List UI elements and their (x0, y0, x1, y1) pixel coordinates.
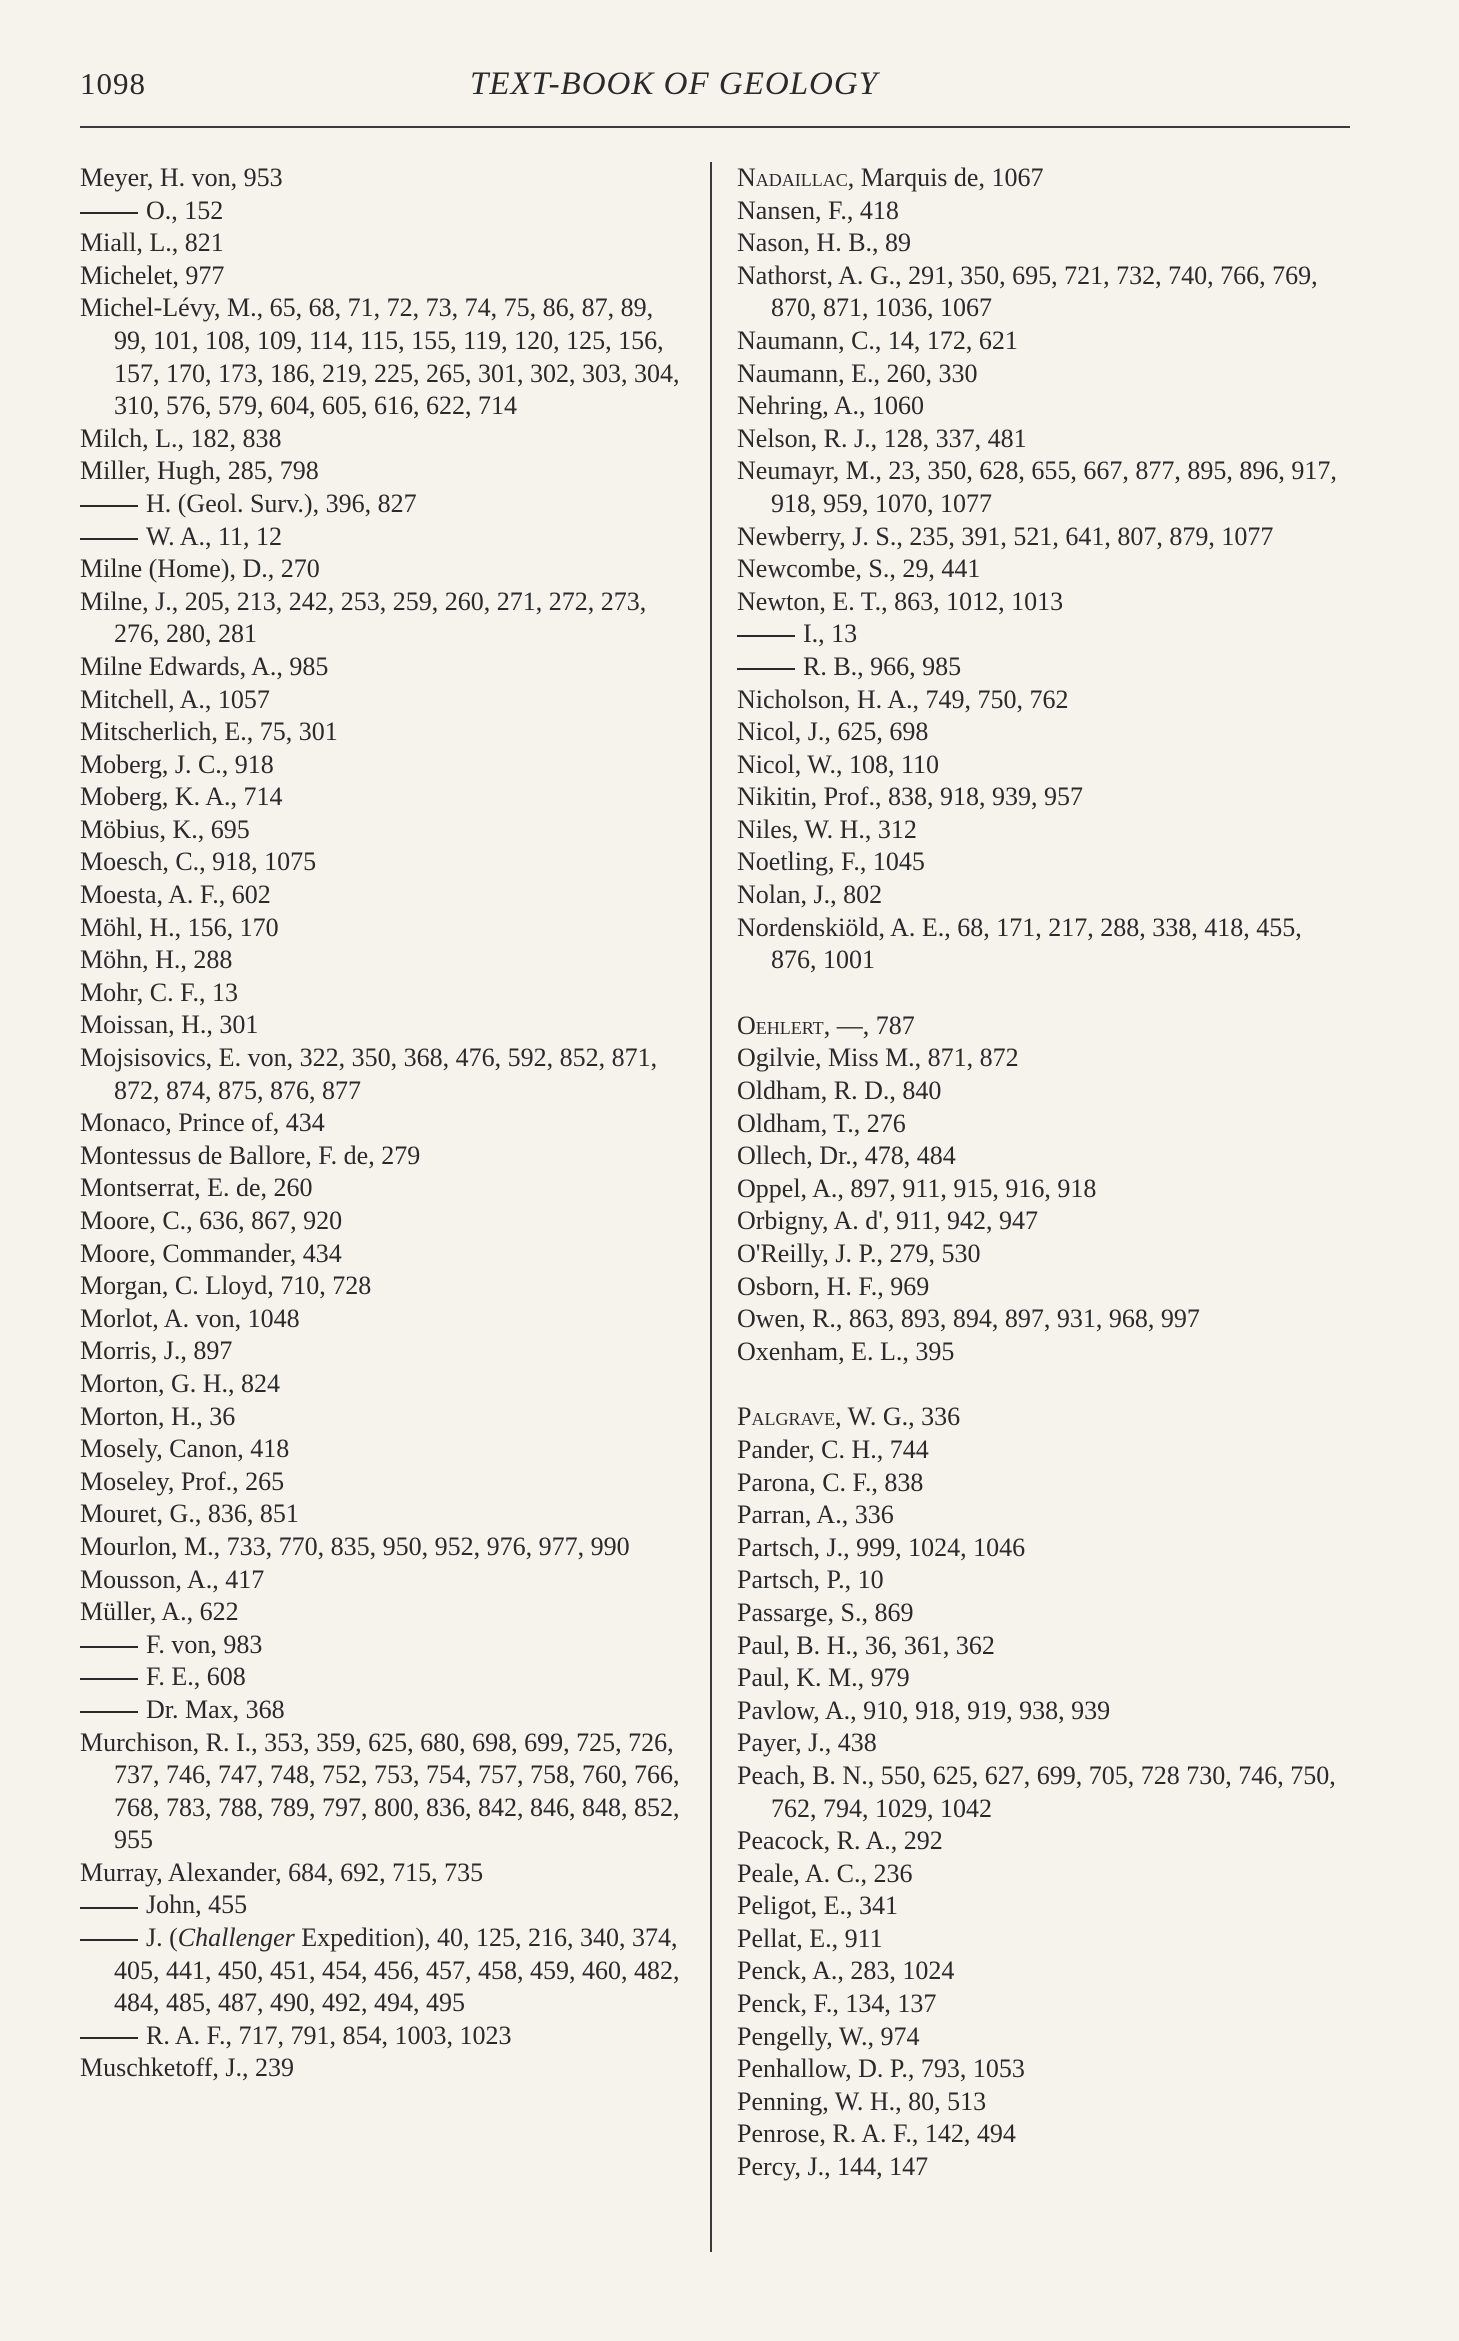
index-entry (737, 846, 1347, 879)
ditto-dash (80, 1711, 138, 1713)
index-entry (737, 1401, 1347, 1434)
index-entry (737, 1042, 1347, 1075)
index-entry (80, 977, 690, 1010)
entry-text: Oxenham, E. L., 395 (737, 1336, 955, 1366)
entry-text: Neumayr, M., 23, 350, 628, 655, 667, 877, 895, 896, 917, 918, 959, 1070, 1077 (737, 456, 1337, 518)
index-entry (80, 814, 690, 847)
entry-text: Oldham, R. D., 840 (737, 1076, 942, 1106)
entry-text: Parran, A., 336 (737, 1500, 894, 1530)
entry-text: Paul, B. H., 36, 361, 362 (737, 1630, 995, 1660)
index-entry (80, 1629, 690, 1662)
entry-text: Pavlow, A., 910, 918, 919, 938, 939 (737, 1695, 1111, 1725)
index-entry (737, 1564, 1347, 1597)
index-entry (80, 912, 690, 945)
index-entry (737, 618, 1347, 651)
index-entry (737, 1825, 1347, 1858)
entry-text: Passarge, S., 869 (737, 1597, 914, 1627)
ditto-dash (737, 668, 795, 670)
index-entry (737, 2021, 1347, 2054)
index-column-left (80, 162, 690, 2085)
entry-text: Naumann, C., 14, 172, 621 (737, 325, 1018, 355)
entry-text: Moissan, H., 301 (80, 1010, 259, 1040)
index-entry (80, 1042, 690, 1107)
index-entry (80, 292, 690, 422)
entry-text: Ogilvie, Miss M., 871, 872 (737, 1043, 1019, 1073)
entry-text: Moesta, A. F., 602 (80, 880, 271, 910)
index-entry (80, 651, 690, 684)
entry-text: Mourlon, M., 733, 770, 835, 950, 952, 976, 977, 990 (80, 1531, 630, 1561)
entry-text: Percy, J., 144, 147 (737, 2152, 929, 2182)
index-entry (737, 1630, 1347, 1663)
ditto-dash (80, 538, 138, 540)
index-entry (737, 521, 1347, 554)
entry-text: , Marquis de, 1067 (847, 163, 1044, 192)
entry-text: Monaco, Prince of, 434 (80, 1108, 325, 1138)
index-entry (80, 1107, 690, 1140)
entry-text: Peach, B. N., 550, 625, 627, 699, 705, 728 730, 746, 750, 762, 794, 1029, 1042 (737, 1760, 1336, 1823)
entry-text: Moore, C., 636, 867, 920 (80, 1206, 343, 1235)
entry-text: Mousson, A., 417 (80, 1564, 265, 1594)
ditto-dash (80, 1939, 138, 1941)
index-entry (80, 1433, 690, 1466)
index-entry (737, 325, 1347, 358)
index-entry (80, 423, 690, 456)
index-entry (737, 1336, 1347, 1369)
index-entry (80, 227, 690, 260)
index-entry (80, 1857, 690, 1890)
entry-lead-name: Oehlert (737, 1010, 824, 1040)
entry-text: Niles, W. H., 312 (737, 814, 917, 844)
entry-text: Oldham, T., 276 (737, 1108, 906, 1138)
index-entry (80, 162, 690, 195)
index-entry (80, 1335, 690, 1368)
index-entry (80, 716, 690, 749)
index-entry (80, 1531, 690, 1564)
index-entry (737, 1532, 1347, 1565)
entry-text: Michel-Lévy, M., 65, 68, 71, 72, 73, 74, 75, 86, 87, 89, 99, 101, 108, 109, 114, 115, 155, 119, 120, 125, 156, 157, 170, 173, 186, 219, 225, 265, 301, 302, 303, 304, 310, 576, 579, 604, 605, 616, 622, 714 (80, 293, 680, 421)
index-entry (80, 1466, 690, 1499)
index-entry (737, 1108, 1347, 1141)
index-entry (737, 1140, 1347, 1173)
entry-text: R. B., 966, 985 (803, 651, 962, 681)
entry-text: Newcombe, S., 29, 441 (737, 554, 981, 584)
entry-text: Nordenskiöld, A. E., 68, 171, 217, 288, 338, 418, 455, 876, 1001 (737, 912, 1302, 975)
entry-text: Montessus de Ballore, F. de, 279 (80, 1140, 421, 1170)
ditto-dash (80, 2037, 138, 2039)
entry-text: Muschketoff, J., 239 (80, 2053, 295, 2083)
entry-text: Payer, J., 438 (737, 1728, 877, 1758)
index-entry (80, 1727, 690, 1857)
ditto-dash (80, 1907, 138, 1909)
entry-lead-name: Nadaillac (737, 163, 848, 192)
index-entry (737, 1434, 1347, 1467)
entry-text: F. von, 983 (146, 1629, 263, 1659)
entry-text: Expedition), 40, 125, 216, 340, 374, 405, 441, 450, 451, 454, 456, 457, 458, 459, 460, 482, 484, 485, 487, 490, 492, 494, 495 (114, 1923, 680, 2018)
index-entry (80, 488, 690, 521)
entry-text: Murray, Alexander, 684, 692, 715, 735 (80, 1857, 484, 1887)
index-entry (80, 1368, 690, 1401)
entry-text: Milne, J., 205, 213, 242, 253, 259, 260, 271, 272, 273, 276, 280, 281 (80, 586, 647, 649)
index-entry (737, 1988, 1347, 2021)
entry-text: Owen, R., 863, 893, 894, 897, 931, 968, 997 (737, 1304, 1200, 1334)
entry-text: F. E., 608 (146, 1662, 246, 1692)
index-entry (737, 1271, 1347, 1304)
index-entry (737, 1727, 1347, 1760)
entry-text: W. A., 11, 12 (146, 521, 283, 551)
index-entry (80, 1889, 690, 1922)
entry-text: Peacock, R. A., 292 (737, 1826, 943, 1856)
index-entry (80, 944, 690, 977)
entry-text: Peligot, E., 341 (737, 1891, 899, 1921)
index-entry (737, 716, 1347, 749)
entry-text: Morgan, C. Lloyd, 710, 728 (80, 1271, 372, 1301)
entry-text: Nolan, J., 802 (737, 880, 883, 910)
ditto-dash (80, 1646, 138, 1648)
entry-text: Morton, H., 36 (80, 1401, 236, 1431)
index-entry (737, 1205, 1347, 1238)
index-entry (80, 1303, 690, 1336)
index-entry (737, 1662, 1347, 1695)
index-entry (737, 227, 1347, 260)
column-divider (710, 162, 712, 2252)
ditto-dash (80, 212, 138, 214)
index-entry (737, 1010, 1347, 1043)
index-entry (80, 749, 690, 782)
index-entry (737, 423, 1347, 456)
entry-text: Milch, L., 182, 838 (80, 423, 282, 453)
entry-text: Morton, G. H., 824 (80, 1368, 281, 1398)
section-gap (737, 977, 1347, 1010)
entry-text: Möhl, H., 156, 170 (80, 912, 279, 942)
entry-text: I., 13 (803, 619, 858, 649)
entry-text: Naumann, E., 260, 330 (737, 358, 978, 388)
entry-text: Murchison, R. I., 353, 359, 625, 680, 698, 699, 725, 726, 737, 746, 747, 748, 752, 753, 754, 757, 758, 760, 766, 768, 783, 788, 789, 797, 800, 836, 842, 846, 848, 852, 955 (80, 1727, 680, 1855)
index-entry (80, 553, 690, 586)
entry-text: Montserrat, E. de, 260 (80, 1173, 313, 1203)
entry-text: Pellat, E., 911 (737, 1923, 883, 1953)
entry-text: Nicholson, H. A., 749, 750, 762 (737, 684, 1069, 714)
entry-text: Pander, C. H., 744 (737, 1434, 929, 1464)
index-entry (80, 1922, 690, 2020)
index-entry (737, 1238, 1347, 1271)
index-entry (80, 684, 690, 717)
index-entry (80, 260, 690, 293)
index-entry (737, 814, 1347, 847)
entry-text: Partsch, P., 10 (737, 1565, 884, 1595)
index-entry (80, 195, 690, 228)
index-entry (737, 651, 1347, 684)
section-gap (737, 1368, 1347, 1401)
entry-text: Peale, A. C., 236 (737, 1858, 913, 1888)
ditto-dash (80, 1678, 138, 1680)
entry-text: Milne Edwards, A., 985 (80, 651, 329, 681)
index-entry (737, 879, 1347, 912)
ditto-dash (737, 635, 795, 637)
entry-text: Morlot, A. von, 1048 (80, 1303, 300, 1333)
index-entry (80, 1596, 690, 1629)
index-entry (737, 358, 1347, 391)
entry-text: R. A. F., 717, 791, 854, 1003, 1023 (146, 2020, 512, 2050)
entry-text: Meyer, H. von, 953 (80, 163, 283, 192)
entry-text: Noetling, F., 1045 (737, 847, 925, 877)
entry-text: Penning, W. H., 80, 513 (737, 2086, 987, 2116)
entry-text: Penck, A., 283, 1024 (737, 1956, 955, 1986)
entry-text: Moberg, K. A., 714 (80, 782, 283, 812)
entry-text: Nikitin, Prof., 838, 918, 939, 957 (737, 782, 1083, 812)
header-rule (80, 126, 1350, 128)
entry-text: Moseley, Prof., 265 (80, 1466, 285, 1496)
entry-italic: Challenger (177, 1923, 295, 1953)
entry-text: Nicol, J., 625, 698 (737, 717, 929, 747)
entry-text: Mohr, C. F., 13 (80, 977, 238, 1007)
entry-text: Mitscherlich, E., 75, 301 (80, 717, 338, 747)
entry-text: John, 455 (146, 1890, 248, 1920)
index-entry (80, 1661, 690, 1694)
index-entry (737, 162, 1347, 195)
index-entry (80, 521, 690, 554)
index-entry (737, 586, 1347, 619)
index-entry (737, 1695, 1347, 1728)
index-entry (737, 1499, 1347, 1532)
index-entry (80, 1205, 690, 1238)
entry-text: O., 152 (146, 195, 224, 225)
entry-prefix: J. ( (146, 1923, 178, 1953)
index-entry (80, 2020, 690, 2053)
index-entry (737, 1955, 1347, 1988)
index-entry (80, 1564, 690, 1597)
entry-text: Nicol, W., 108, 110 (737, 749, 939, 779)
index-entry (737, 749, 1347, 782)
index-entry (737, 912, 1347, 977)
entry-text: Partsch, J., 999, 1024, 1046 (737, 1532, 1026, 1562)
index-entry (737, 455, 1347, 520)
index-entry (80, 1498, 690, 1531)
index-entry (737, 2118, 1347, 2151)
index-entry (737, 390, 1347, 423)
entry-text: Miller, Hugh, 285, 798 (80, 456, 319, 486)
index-entry (737, 553, 1347, 586)
index-entry (80, 781, 690, 814)
entry-text: Moesch, C., 918, 1075 (80, 847, 317, 877)
index-entry (737, 1075, 1347, 1108)
entry-text: Miall, L., 821 (80, 228, 224, 258)
index-column-right (737, 162, 1347, 2184)
entry-text: Penhallow, D. P., 793, 1053 (737, 2054, 1025, 2084)
index-entry (80, 586, 690, 651)
entry-text: Morris, J., 897 (80, 1336, 233, 1366)
index-entry (737, 1760, 1347, 1825)
entry-text: O'Reilly, J. P., 279, 530 (737, 1239, 981, 1268)
index-entry (80, 1172, 690, 1205)
entry-text: Newton, E. T., 863, 1012, 1013 (737, 586, 1064, 616)
entry-text: Moore, Commander, 434 (80, 1238, 342, 1268)
entry-text: Möhn, H., 288 (80, 945, 233, 975)
index-entry (737, 684, 1347, 717)
entry-text: Nansen, F., 418 (737, 195, 899, 225)
entry-text: Milne (Home), D., 270 (80, 554, 320, 584)
index-entry (737, 2053, 1347, 2086)
ditto-dash (80, 505, 138, 507)
index-entry (80, 846, 690, 879)
index-entry (737, 195, 1347, 228)
index-entry (80, 1694, 690, 1727)
index-entry (737, 2151, 1347, 2184)
index-entry (737, 1303, 1347, 1336)
entry-text: Moberg, J. C., 918 (80, 749, 274, 779)
index-entry (80, 455, 690, 488)
index-entry (737, 1597, 1347, 1630)
page-header (80, 66, 1350, 116)
index-entry (737, 2086, 1347, 2119)
entry-text: Mitchell, A., 1057 (80, 684, 270, 714)
entry-text: Mouret, G., 836, 851 (80, 1499, 299, 1529)
entry-text: , —, 787 (823, 1010, 915, 1040)
page-number: 1098 (80, 66, 146, 101)
entry-text: Müller, A., 622 (80, 1597, 239, 1627)
entry-text: Nelson, R. J., 128, 337, 481 (737, 423, 1027, 453)
entry-text: Oppel, A., 897, 911, 915, 916, 918 (737, 1173, 1097, 1203)
index-entry (80, 1270, 690, 1303)
entry-text: Nason, H. B., 89 (737, 228, 912, 258)
index-entry (80, 1238, 690, 1271)
index-entry (737, 1173, 1347, 1206)
index-entry (80, 1009, 690, 1042)
entry-text: Paul, K. M., 979 (737, 1663, 910, 1693)
index-entry (80, 879, 690, 912)
index-entry (737, 1467, 1347, 1500)
entry-text: H. (Geol. Surv.), 396, 827 (146, 488, 417, 518)
running-title: TEXT-BOOK OF GEOLOGY (470, 66, 879, 102)
entry-text: Nehring, A., 1060 (737, 391, 925, 421)
entry-text: Möbius, K., 695 (80, 814, 250, 844)
entry-text: Nathorst, A. G., 291, 350, 695, 721, 732, 740, 766, 769, 870, 871, 1036, 1067 (737, 260, 1318, 323)
entry-text: Mojsisovics, E. von, 322, 350, 368, 476, 592, 852, 871, 872, 874, 875, 876, 877 (80, 1043, 658, 1105)
entry-text: Dr. Max, 368 (146, 1694, 285, 1724)
entry-text: Penrose, R. A. F., 142, 494 (737, 2119, 1016, 2149)
entry-text: Pengelly, W., 974 (737, 2021, 920, 2051)
index-entry (737, 1890, 1347, 1923)
index-entry (80, 1140, 690, 1173)
entry-text: Osborn, H. F., 969 (737, 1271, 930, 1301)
entry-lead-name: Palgrave (737, 1402, 836, 1432)
index-entry (737, 1858, 1347, 1891)
entry-text: Michelet, 977 (80, 260, 225, 290)
index-entry (80, 2052, 690, 2085)
entry-text: Ollech, Dr., 478, 484 (737, 1141, 956, 1171)
entry-text: , W. G., 336 (835, 1402, 961, 1432)
entry-text: Penck, F., 134, 137 (737, 1989, 937, 2019)
index-entry (80, 1401, 690, 1434)
entry-text: Mosely, Canon, 418 (80, 1434, 290, 1464)
index-entry (737, 260, 1347, 325)
index-entry (737, 781, 1347, 814)
entry-text: Orbigny, A. d', 911, 942, 947 (737, 1206, 1039, 1236)
index-entry (737, 1923, 1347, 1956)
entry-text: Parona, C. F., 838 (737, 1467, 924, 1497)
entry-text: Newberry, J. S., 235, 391, 521, 641, 807, 879, 1077 (737, 521, 1274, 551)
